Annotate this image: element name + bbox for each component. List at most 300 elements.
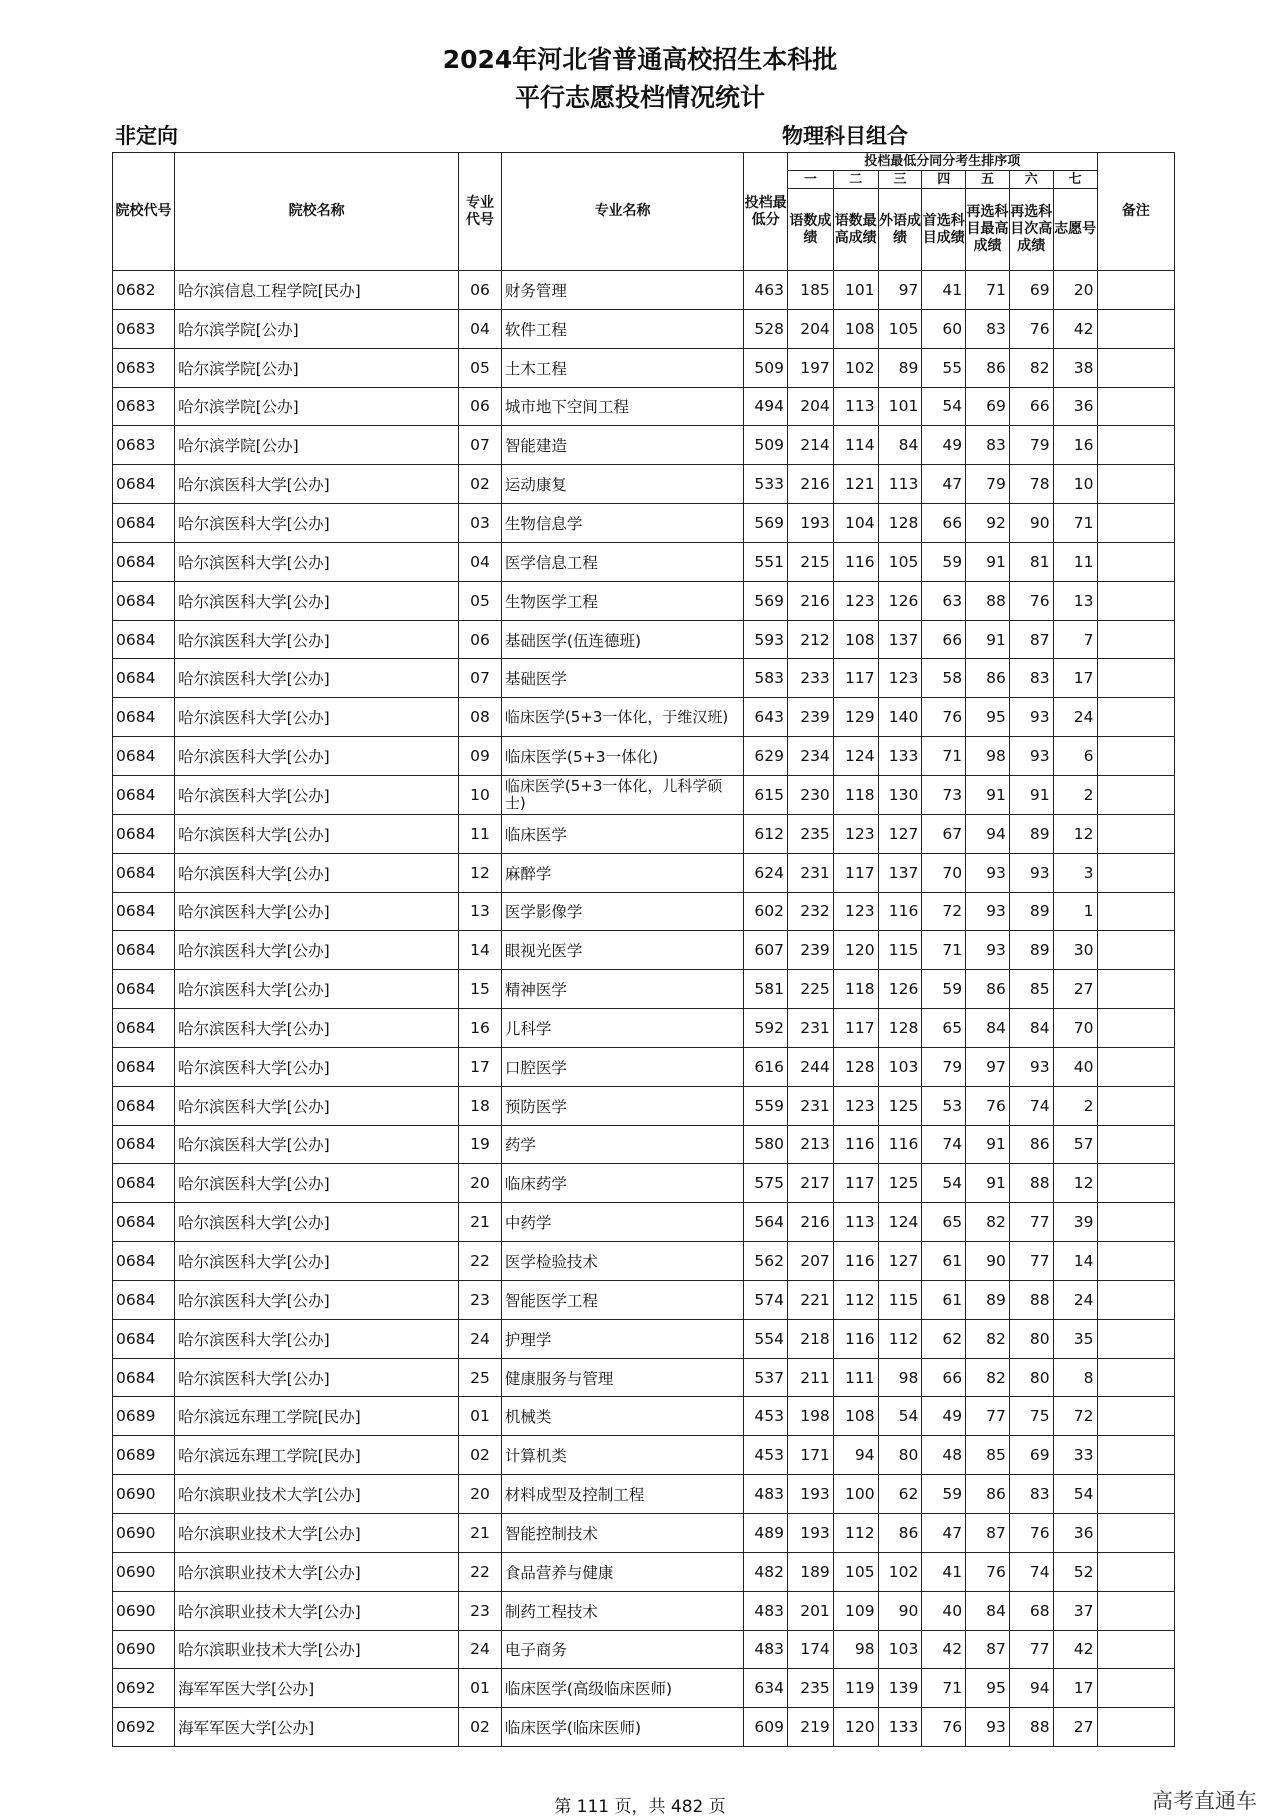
cell-second-subject-next: 77 bbox=[1009, 1630, 1053, 1669]
cell-major-code: 15 bbox=[459, 970, 502, 1009]
cell-school-code: 0682 bbox=[113, 271, 175, 310]
table-row bbox=[113, 1436, 1175, 1475]
cell-first-subject-score: 65 bbox=[922, 1009, 966, 1048]
cell-chinese-math-score: 239 bbox=[787, 698, 833, 737]
cell-preference-number: 71 bbox=[1053, 504, 1097, 543]
cell-chinese-math-score: 212 bbox=[787, 620, 833, 659]
cell-foreign-language-score: 84 bbox=[878, 426, 922, 465]
cell-chinese-math-score: 225 bbox=[787, 970, 833, 1009]
cell-remark bbox=[1097, 348, 1175, 387]
cell-first-subject-score: 54 bbox=[922, 387, 966, 426]
cell-second-subject-next: 88 bbox=[1009, 1708, 1053, 1747]
cell-chinese-math-score: 193 bbox=[787, 504, 833, 543]
cell-foreign-language-score: 101 bbox=[878, 387, 922, 426]
cell-min-score: 609 bbox=[744, 1708, 788, 1747]
table-row bbox=[113, 1475, 1175, 1514]
cell-chinese-math-score: 230 bbox=[787, 775, 833, 814]
cell-chinese-math-max: 102 bbox=[833, 348, 878, 387]
header-sort-item: 再选科目最高成绩 bbox=[966, 189, 1010, 271]
cell-chinese-math-max: 116 bbox=[833, 1242, 878, 1281]
cell-school-name: 哈尔滨医科大学[公办] bbox=[175, 465, 459, 504]
cell-remark bbox=[1097, 1708, 1175, 1747]
cell-school-name: 哈尔滨远东理工学院[民办] bbox=[175, 1397, 459, 1436]
cell-chinese-math-max: 123 bbox=[833, 581, 878, 620]
cell-second-subject-next: 69 bbox=[1009, 1436, 1053, 1475]
cell-chinese-math-max: 118 bbox=[833, 970, 878, 1009]
cell-school-code: 0684 bbox=[113, 620, 175, 659]
subject-combination-label: 物理科目组合 bbox=[782, 124, 908, 148]
cell-preference-number: 38 bbox=[1053, 348, 1097, 387]
cell-preference-number: 54 bbox=[1053, 1475, 1097, 1514]
cell-chinese-math-max: 124 bbox=[833, 737, 878, 776]
cell-second-subject-max: 98 bbox=[966, 737, 1010, 776]
cell-min-score: 453 bbox=[744, 1397, 788, 1436]
cell-preference-number: 39 bbox=[1053, 1203, 1097, 1242]
cell-min-score: 483 bbox=[744, 1630, 788, 1669]
cell-first-subject-score: 66 bbox=[922, 1358, 966, 1397]
cell-school-name: 哈尔滨医科大学[公办] bbox=[175, 1319, 459, 1358]
cell-second-subject-next: 82 bbox=[1009, 348, 1053, 387]
cell-major-code: 20 bbox=[459, 1164, 502, 1203]
cell-preference-number: 42 bbox=[1053, 309, 1097, 348]
cell-first-subject-score: 47 bbox=[922, 465, 966, 504]
cell-major-name: 软件工程 bbox=[501, 309, 743, 348]
cell-major-code: 06 bbox=[459, 387, 502, 426]
cell-major-code: 18 bbox=[459, 1086, 502, 1125]
cell-foreign-language-score: 105 bbox=[878, 542, 922, 581]
cell-school-code: 0683 bbox=[113, 348, 175, 387]
cell-first-subject-score: 58 bbox=[922, 659, 966, 698]
cell-remark bbox=[1097, 1669, 1175, 1708]
cell-preference-number: 36 bbox=[1053, 387, 1097, 426]
cell-major-code: 14 bbox=[459, 931, 502, 970]
cell-first-subject-score: 72 bbox=[922, 892, 966, 931]
cell-chinese-math-max: 94 bbox=[833, 1436, 878, 1475]
table-row bbox=[113, 620, 1175, 659]
cell-foreign-language-score: 137 bbox=[878, 620, 922, 659]
cell-second-subject-max: 82 bbox=[966, 1358, 1010, 1397]
cell-major-code: 13 bbox=[459, 892, 502, 931]
cell-school-name: 哈尔滨职业技术大学[公办] bbox=[175, 1630, 459, 1669]
table-row bbox=[113, 1047, 1175, 1086]
cell-second-subject-next: 83 bbox=[1009, 659, 1053, 698]
cell-foreign-language-score: 115 bbox=[878, 931, 922, 970]
cell-remark bbox=[1097, 737, 1175, 776]
table-row bbox=[113, 892, 1175, 931]
table-row bbox=[113, 1009, 1175, 1048]
header-sort-rank: 一 bbox=[787, 171, 833, 189]
cell-second-subject-next: 74 bbox=[1009, 1552, 1053, 1591]
cell-second-subject-max: 82 bbox=[966, 1203, 1010, 1242]
cell-major-name: 智能医学工程 bbox=[501, 1280, 743, 1319]
cell-foreign-language-score: 137 bbox=[878, 853, 922, 892]
cell-foreign-language-score: 116 bbox=[878, 892, 922, 931]
cell-foreign-language-score: 126 bbox=[878, 970, 922, 1009]
table-row bbox=[113, 1591, 1175, 1630]
cell-preference-number: 11 bbox=[1053, 542, 1097, 581]
cell-foreign-language-score: 127 bbox=[878, 814, 922, 853]
cell-school-code: 0684 bbox=[113, 581, 175, 620]
cell-foreign-language-score: 130 bbox=[878, 775, 922, 814]
cell-foreign-language-score: 128 bbox=[878, 1009, 922, 1048]
cell-major-name: 儿科学 bbox=[501, 1009, 743, 1048]
cell-chinese-math-score: 211 bbox=[787, 1358, 833, 1397]
cell-preference-number: 2 bbox=[1053, 775, 1097, 814]
cell-first-subject-score: 40 bbox=[922, 1591, 966, 1630]
cell-second-subject-max: 86 bbox=[966, 1475, 1010, 1514]
cell-second-subject-max: 76 bbox=[966, 1086, 1010, 1125]
table-body bbox=[113, 271, 1175, 1747]
cell-second-subject-next: 84 bbox=[1009, 1009, 1053, 1048]
header-major-name: 专业名称 bbox=[501, 153, 743, 271]
cell-remark bbox=[1097, 1436, 1175, 1475]
cell-school-code: 0689 bbox=[113, 1397, 175, 1436]
cell-second-subject-max: 90 bbox=[966, 1242, 1010, 1281]
cell-remark bbox=[1097, 1591, 1175, 1630]
header-sort-item: 外语成绩 bbox=[878, 189, 922, 271]
cell-first-subject-score: 71 bbox=[922, 1669, 966, 1708]
cell-second-subject-next: 76 bbox=[1009, 309, 1053, 348]
cell-major-name: 临床药学 bbox=[501, 1164, 743, 1203]
cell-second-subject-max: 91 bbox=[966, 620, 1010, 659]
cell-second-subject-next: 94 bbox=[1009, 1669, 1053, 1708]
page-number: 第 111 页，共 482 页 bbox=[554, 1797, 726, 1817]
cell-first-subject-score: 63 bbox=[922, 581, 966, 620]
cell-second-subject-next: 77 bbox=[1009, 1242, 1053, 1281]
cell-remark bbox=[1097, 581, 1175, 620]
header-school-code: 院校代号 bbox=[113, 153, 175, 271]
cell-foreign-language-score: 80 bbox=[878, 1436, 922, 1475]
cell-first-subject-score: 42 bbox=[922, 1630, 966, 1669]
header-major-code: 专业代号 bbox=[459, 153, 502, 271]
cell-first-subject-score: 53 bbox=[922, 1086, 966, 1125]
cell-second-subject-next: 76 bbox=[1009, 581, 1053, 620]
cell-min-score: 483 bbox=[744, 1475, 788, 1514]
table-row bbox=[113, 1125, 1175, 1164]
cell-foreign-language-score: 97 bbox=[878, 271, 922, 310]
cell-min-score: 463 bbox=[744, 271, 788, 310]
cell-remark bbox=[1097, 504, 1175, 543]
cell-preference-number: 52 bbox=[1053, 1552, 1097, 1591]
cell-school-name: 哈尔滨医科大学[公办] bbox=[175, 931, 459, 970]
cell-preference-number: 12 bbox=[1053, 1164, 1097, 1203]
cell-school-name: 哈尔滨医科大学[公办] bbox=[175, 504, 459, 543]
table-row bbox=[113, 309, 1175, 348]
cell-school-name: 哈尔滨医科大学[公办] bbox=[175, 814, 459, 853]
cell-chinese-math-score: 185 bbox=[787, 271, 833, 310]
cell-chinese-math-score: 219 bbox=[787, 1708, 833, 1747]
cell-major-code: 25 bbox=[459, 1358, 502, 1397]
cell-major-name: 临床医学(高级临床医师) bbox=[501, 1669, 743, 1708]
cell-chinese-math-max: 123 bbox=[833, 1086, 878, 1125]
cell-min-score: 612 bbox=[744, 814, 788, 853]
cell-chinese-math-max: 98 bbox=[833, 1630, 878, 1669]
cell-foreign-language-score: 116 bbox=[878, 1125, 922, 1164]
cell-second-subject-max: 91 bbox=[966, 542, 1010, 581]
cell-chinese-math-max: 104 bbox=[833, 504, 878, 543]
cell-school-code: 0684 bbox=[113, 698, 175, 737]
cell-major-name: 电子商务 bbox=[501, 1630, 743, 1669]
cell-chinese-math-max: 116 bbox=[833, 1125, 878, 1164]
cell-first-subject-score: 49 bbox=[922, 1397, 966, 1436]
cell-major-name: 麻醉学 bbox=[501, 853, 743, 892]
cell-remark bbox=[1097, 775, 1175, 814]
table-row bbox=[113, 698, 1175, 737]
cell-second-subject-max: 89 bbox=[966, 1280, 1010, 1319]
cell-second-subject-max: 84 bbox=[966, 1009, 1010, 1048]
table-row bbox=[113, 1086, 1175, 1125]
cell-preference-number: 27 bbox=[1053, 1708, 1097, 1747]
cell-remark bbox=[1097, 970, 1175, 1009]
cell-min-score: 537 bbox=[744, 1358, 788, 1397]
cell-second-subject-max: 77 bbox=[966, 1397, 1010, 1436]
cell-foreign-language-score: 123 bbox=[878, 659, 922, 698]
cell-chinese-math-max: 129 bbox=[833, 698, 878, 737]
table-row bbox=[113, 348, 1175, 387]
cell-major-code: 05 bbox=[459, 348, 502, 387]
cell-school-name: 哈尔滨信息工程学院[民办] bbox=[175, 271, 459, 310]
cell-min-score: 569 bbox=[744, 504, 788, 543]
table-row bbox=[113, 737, 1175, 776]
cell-remark bbox=[1097, 1203, 1175, 1242]
cell-chinese-math-max: 116 bbox=[833, 1319, 878, 1358]
cell-school-name: 哈尔滨学院[公办] bbox=[175, 348, 459, 387]
cell-min-score: 634 bbox=[744, 1669, 788, 1708]
cell-major-code: 08 bbox=[459, 698, 502, 737]
cell-school-name: 哈尔滨医科大学[公办] bbox=[175, 853, 459, 892]
cell-chinese-math-max: 109 bbox=[833, 1591, 878, 1630]
cell-first-subject-score: 47 bbox=[922, 1514, 966, 1553]
cell-major-code: 21 bbox=[459, 1203, 502, 1242]
cell-major-code: 20 bbox=[459, 1475, 502, 1514]
cell-foreign-language-score: 126 bbox=[878, 581, 922, 620]
cell-school-code: 0684 bbox=[113, 1086, 175, 1125]
cell-foreign-language-score: 103 bbox=[878, 1630, 922, 1669]
cell-second-subject-max: 88 bbox=[966, 581, 1010, 620]
cell-second-subject-max: 91 bbox=[966, 1164, 1010, 1203]
cell-school-code: 0684 bbox=[113, 931, 175, 970]
cell-preference-number: 36 bbox=[1053, 1514, 1097, 1553]
cell-second-subject-max: 83 bbox=[966, 426, 1010, 465]
cell-foreign-language-score: 139 bbox=[878, 1669, 922, 1708]
cell-major-code: 07 bbox=[459, 426, 502, 465]
cell-school-name: 哈尔滨医科大学[公办] bbox=[175, 1242, 459, 1281]
cell-preference-number: 2 bbox=[1053, 1086, 1097, 1125]
cell-chinese-math-score: 218 bbox=[787, 1319, 833, 1358]
cell-school-code: 0684 bbox=[113, 1125, 175, 1164]
cell-major-name: 临床医学(临床医师) bbox=[501, 1708, 743, 1747]
cell-first-subject-score: 55 bbox=[922, 348, 966, 387]
table-row bbox=[113, 465, 1175, 504]
cell-second-subject-next: 85 bbox=[1009, 970, 1053, 1009]
cell-school-name: 哈尔滨职业技术大学[公办] bbox=[175, 1514, 459, 1553]
cell-foreign-language-score: 103 bbox=[878, 1047, 922, 1086]
cell-second-subject-next: 87 bbox=[1009, 620, 1053, 659]
cell-second-subject-max: 94 bbox=[966, 814, 1010, 853]
cell-school-code: 0684 bbox=[113, 1280, 175, 1319]
cell-school-name: 哈尔滨医科大学[公办] bbox=[175, 1047, 459, 1086]
cell-major-name: 医学信息工程 bbox=[501, 542, 743, 581]
cell-foreign-language-score: 89 bbox=[878, 348, 922, 387]
cell-first-subject-score: 71 bbox=[922, 737, 966, 776]
cell-remark bbox=[1097, 1086, 1175, 1125]
cell-min-score: 509 bbox=[744, 426, 788, 465]
cell-major-name: 临床医学(5+3一体化，儿科学硕士) bbox=[501, 775, 743, 814]
cell-major-code: 09 bbox=[459, 737, 502, 776]
cell-major-name: 食品营养与健康 bbox=[501, 1552, 743, 1591]
cell-foreign-language-score: 90 bbox=[878, 1591, 922, 1630]
cell-major-name: 中药学 bbox=[501, 1203, 743, 1242]
cell-chinese-math-score: 193 bbox=[787, 1475, 833, 1514]
cell-chinese-math-max: 120 bbox=[833, 1708, 878, 1747]
cell-major-name: 健康服务与管理 bbox=[501, 1358, 743, 1397]
cell-min-score: 580 bbox=[744, 1125, 788, 1164]
cell-second-subject-max: 97 bbox=[966, 1047, 1010, 1086]
cell-remark bbox=[1097, 814, 1175, 853]
cell-school-code: 0684 bbox=[113, 970, 175, 1009]
cell-major-code: 05 bbox=[459, 581, 502, 620]
cell-second-subject-max: 91 bbox=[966, 775, 1010, 814]
cell-major-code: 23 bbox=[459, 1280, 502, 1319]
cell-chinese-math-score: 214 bbox=[787, 426, 833, 465]
cell-foreign-language-score: 102 bbox=[878, 1552, 922, 1591]
cell-school-name: 哈尔滨医科大学[公办] bbox=[175, 659, 459, 698]
cell-second-subject-max: 87 bbox=[966, 1630, 1010, 1669]
category-label: 非定向 bbox=[115, 124, 178, 148]
table-row bbox=[113, 1514, 1175, 1553]
cell-first-subject-score: 41 bbox=[922, 271, 966, 310]
cell-min-score: 482 bbox=[744, 1552, 788, 1591]
cell-second-subject-next: 81 bbox=[1009, 542, 1053, 581]
cell-major-name: 机械类 bbox=[501, 1397, 743, 1436]
cell-second-subject-next: 77 bbox=[1009, 1203, 1053, 1242]
cell-preference-number: 17 bbox=[1053, 1669, 1097, 1708]
cell-preference-number: 20 bbox=[1053, 271, 1097, 310]
cell-remark bbox=[1097, 1552, 1175, 1591]
cell-foreign-language-score: 115 bbox=[878, 1280, 922, 1319]
cell-chinese-math-score: 235 bbox=[787, 814, 833, 853]
cell-remark bbox=[1097, 1397, 1175, 1436]
cell-second-subject-max: 95 bbox=[966, 698, 1010, 737]
cell-preference-number: 57 bbox=[1053, 1125, 1097, 1164]
cell-major-name: 临床医学(5+3一体化，于维汉班) bbox=[501, 698, 743, 737]
cell-school-code: 0684 bbox=[113, 504, 175, 543]
cell-chinese-math-max: 121 bbox=[833, 465, 878, 504]
cell-foreign-language-score: 125 bbox=[878, 1164, 922, 1203]
table-row bbox=[113, 1164, 1175, 1203]
cell-preference-number: 1 bbox=[1053, 892, 1097, 931]
cell-second-subject-max: 86 bbox=[966, 659, 1010, 698]
table-row bbox=[113, 853, 1175, 892]
cell-remark bbox=[1097, 620, 1175, 659]
cell-major-code: 19 bbox=[459, 1125, 502, 1164]
cell-school-code: 0684 bbox=[113, 892, 175, 931]
cell-preference-number: 13 bbox=[1053, 581, 1097, 620]
cell-school-code: 0690 bbox=[113, 1552, 175, 1591]
cell-chinese-math-max: 117 bbox=[833, 1164, 878, 1203]
cell-min-score: 615 bbox=[744, 775, 788, 814]
cell-remark bbox=[1097, 1514, 1175, 1553]
cell-min-score: 489 bbox=[744, 1514, 788, 1553]
cell-min-score: 453 bbox=[744, 1436, 788, 1475]
cell-major-code: 02 bbox=[459, 1708, 502, 1747]
cell-chinese-math-score: 204 bbox=[787, 387, 833, 426]
cell-major-code: 06 bbox=[459, 620, 502, 659]
cell-remark bbox=[1097, 271, 1175, 310]
cell-second-subject-next: 69 bbox=[1009, 271, 1053, 310]
cell-second-subject-max: 87 bbox=[966, 1514, 1010, 1553]
cell-school-name: 哈尔滨医科大学[公办] bbox=[175, 775, 459, 814]
cell-school-name: 哈尔滨学院[公办] bbox=[175, 309, 459, 348]
table-header bbox=[113, 153, 1175, 271]
header-remark: 备注 bbox=[1097, 153, 1175, 271]
cell-preference-number: 72 bbox=[1053, 1397, 1097, 1436]
cell-preference-number: 37 bbox=[1053, 1591, 1097, 1630]
document-title-line1: 2024年河北省普通高校招生本科批 bbox=[442, 45, 838, 74]
cell-remark bbox=[1097, 1475, 1175, 1514]
cell-remark bbox=[1097, 1319, 1175, 1358]
cell-school-name: 哈尔滨学院[公办] bbox=[175, 426, 459, 465]
cell-chinese-math-score: 216 bbox=[787, 1203, 833, 1242]
cell-chinese-math-score: 231 bbox=[787, 1009, 833, 1048]
cell-chinese-math-max: 123 bbox=[833, 814, 878, 853]
header-sort-item: 再选科目次高成绩 bbox=[1009, 189, 1053, 271]
cell-chinese-math-score: 193 bbox=[787, 1514, 833, 1553]
cell-chinese-math-max: 100 bbox=[833, 1475, 878, 1514]
cell-second-subject-max: 69 bbox=[966, 387, 1010, 426]
header-min-score: 投档最低分 bbox=[744, 153, 788, 271]
cell-first-subject-score: 70 bbox=[922, 853, 966, 892]
cell-chinese-math-score: 239 bbox=[787, 931, 833, 970]
cell-major-code: 01 bbox=[459, 1397, 502, 1436]
table-row bbox=[113, 426, 1175, 465]
cell-foreign-language-score: 125 bbox=[878, 1086, 922, 1125]
cell-major-name: 医学检验技术 bbox=[501, 1242, 743, 1281]
cell-chinese-math-score: 231 bbox=[787, 1086, 833, 1125]
admission-table bbox=[112, 152, 1175, 1747]
cell-first-subject-score: 74 bbox=[922, 1125, 966, 1164]
cell-school-code: 0692 bbox=[113, 1669, 175, 1708]
cell-first-subject-score: 73 bbox=[922, 775, 966, 814]
cell-major-name: 智能建造 bbox=[501, 426, 743, 465]
cell-chinese-math-max: 111 bbox=[833, 1358, 878, 1397]
cell-remark bbox=[1097, 542, 1175, 581]
cell-min-score: 528 bbox=[744, 309, 788, 348]
table-row bbox=[113, 814, 1175, 853]
cell-chinese-math-score: 217 bbox=[787, 1164, 833, 1203]
cell-second-subject-max: 86 bbox=[966, 348, 1010, 387]
cell-foreign-language-score: 86 bbox=[878, 1514, 922, 1553]
cell-preference-number: 10 bbox=[1053, 465, 1097, 504]
cell-chinese-math-max: 108 bbox=[833, 309, 878, 348]
cell-first-subject-score: 65 bbox=[922, 1203, 966, 1242]
cell-foreign-language-score: 54 bbox=[878, 1397, 922, 1436]
cell-school-code: 0683 bbox=[113, 309, 175, 348]
cell-min-score: 581 bbox=[744, 970, 788, 1009]
cell-major-code: 22 bbox=[459, 1242, 502, 1281]
cell-second-subject-max: 92 bbox=[966, 504, 1010, 543]
cell-major-code: 24 bbox=[459, 1319, 502, 1358]
cell-school-code: 0684 bbox=[113, 1047, 175, 1086]
cell-min-score: 629 bbox=[744, 737, 788, 776]
cell-foreign-language-score: 105 bbox=[878, 309, 922, 348]
cell-min-score: 592 bbox=[744, 1009, 788, 1048]
cell-remark bbox=[1097, 853, 1175, 892]
cell-first-subject-score: 66 bbox=[922, 504, 966, 543]
cell-school-name: 哈尔滨医科大学[公办] bbox=[175, 1164, 459, 1203]
cell-foreign-language-score: 127 bbox=[878, 1242, 922, 1281]
cell-foreign-language-score: 113 bbox=[878, 465, 922, 504]
